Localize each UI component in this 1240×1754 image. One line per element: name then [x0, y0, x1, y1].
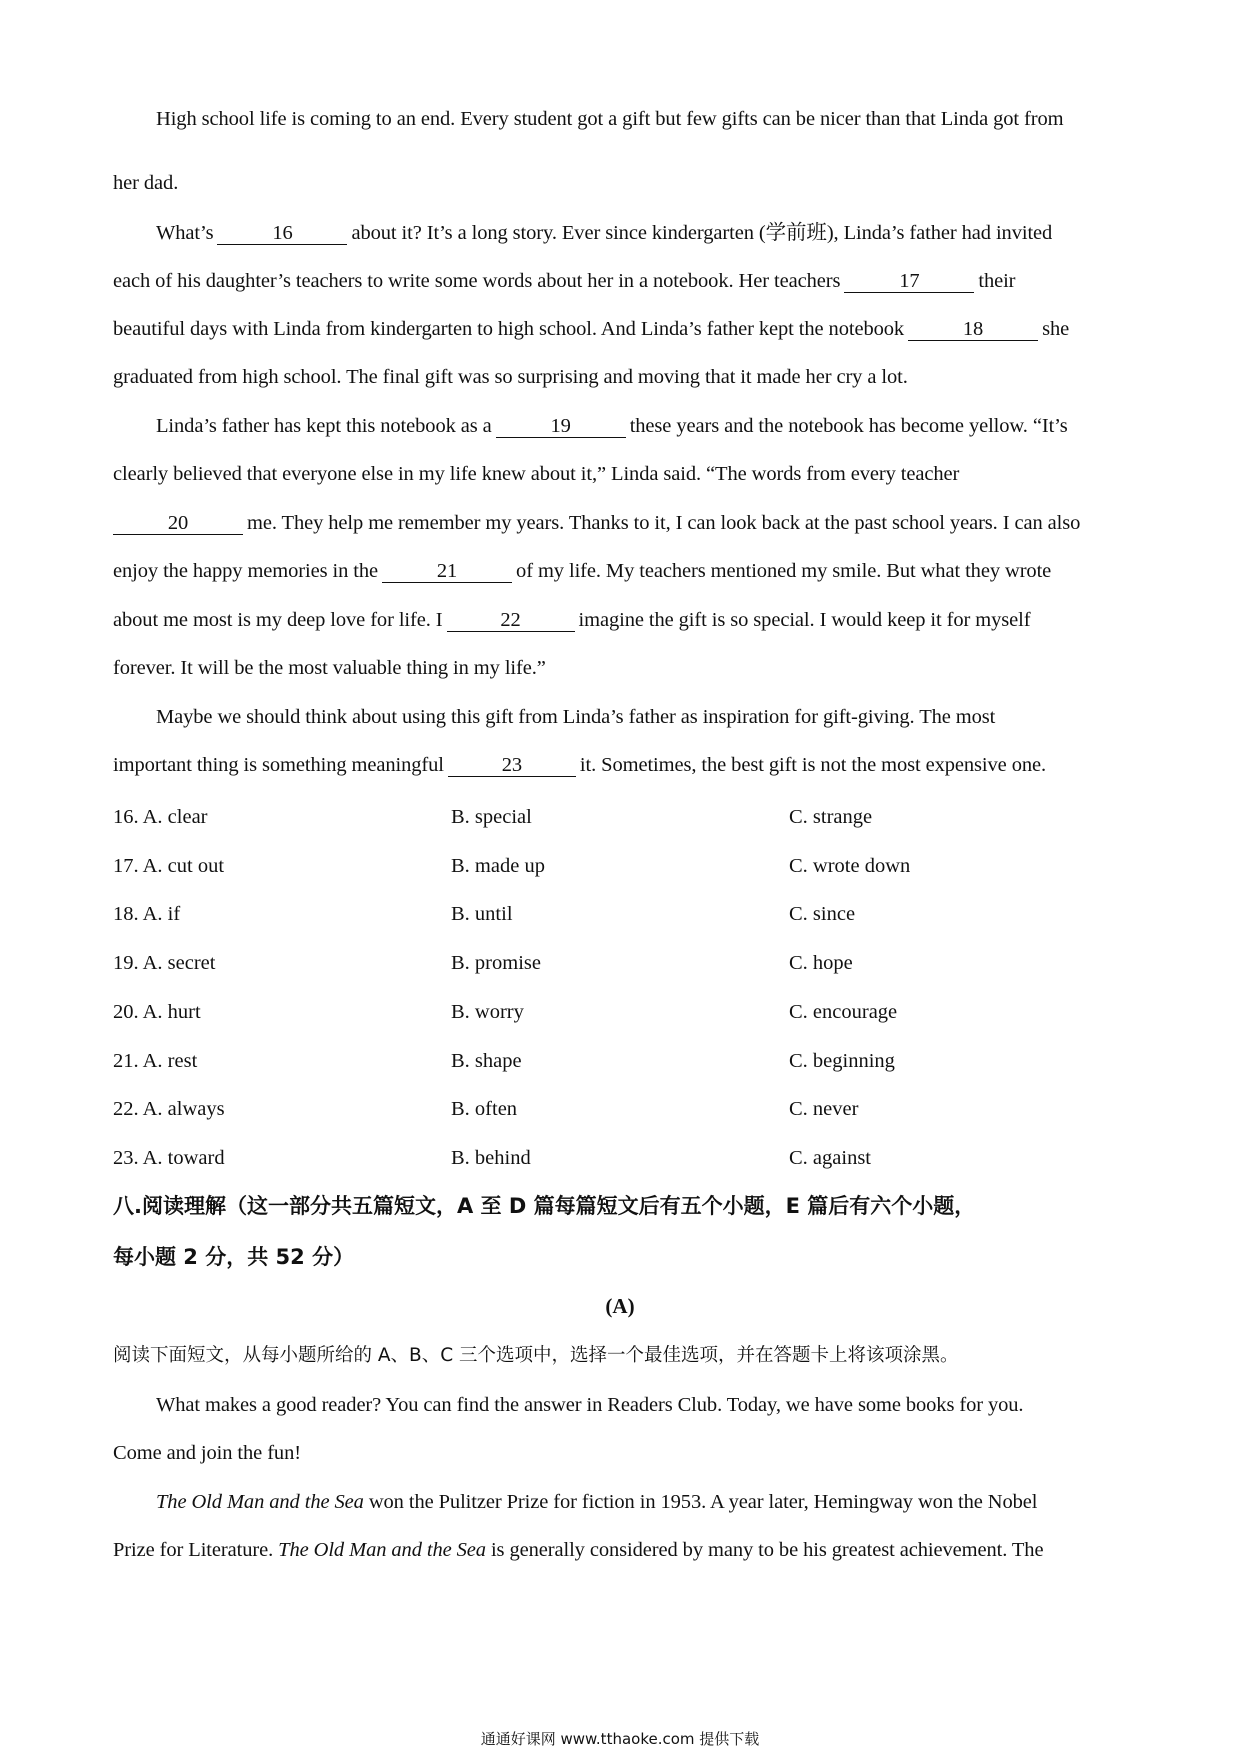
instruction-text: 阅读下面短文，从每小题所给的 A、B、C 三个选项中，选择一个最佳选项，并在答题卡上将该项涂黑。: [113, 1345, 959, 1366]
blank-23: 23: [448, 754, 576, 777]
passage-line: enjoy the happy memories in the 21 of my life. My teachers mentioned my smile. But what they wrote: [113, 560, 1052, 582]
option-c: C. never: [789, 1098, 859, 1120]
passage-line: graduated from high school. The final gift was so surprising and moving that it made her cry a lot.: [113, 366, 908, 388]
passage-line: about me most is my deep love for life. I 22 imagine the gift is so special. I would keep it for myself: [113, 609, 1031, 631]
blank-16: 16: [217, 222, 347, 245]
passage-line: Linda’s father has kept this notebook as a 19 these years and the notebook has become yellow. “It’s: [156, 415, 1068, 437]
option-b: B. often: [451, 1098, 518, 1120]
passage-line: beautiful days with Linda from kindergarten to high school. And Linda’s father kept the notebook 18 she: [113, 318, 1070, 340]
reading-line: The Old Man and the Sea won the Pulitzer Prize for fiction in 1953. A year later, Hemingway won the Nobel: [156, 1491, 1038, 1513]
option-c: C. strange: [789, 806, 873, 828]
option-c: C. beginning: [789, 1050, 895, 1072]
passage-line: each of his daughter’s teachers to write some words about her in a notebook. Her teachers 17 their: [113, 270, 1016, 292]
option-b: B. behind: [451, 1147, 531, 1169]
book-title: The Old Man and the Sea: [156, 1491, 364, 1513]
option-a: 16. A. clear: [113, 806, 208, 828]
option-c: C. wrote down: [789, 855, 911, 877]
blank-22: 22: [447, 609, 575, 632]
passage-line: High school life is coming to an end. Every student got a gift but few gifts can be nicer than that Linda got from: [156, 108, 1064, 130]
option-c: C. against: [789, 1147, 871, 1169]
option-b: B. shape: [451, 1050, 522, 1072]
reading-line: Prize for Literature. The Old Man and the Sea is generally considered by many to be his greatest achievement. The: [113, 1539, 1044, 1561]
option-b: B. worry: [451, 1001, 524, 1023]
blank-21: 21: [382, 560, 512, 583]
blank-18: 18: [908, 318, 1038, 341]
option-b: B. promise: [451, 952, 541, 974]
passage-line: forever. It will be the most valuable thing in my life.”: [113, 657, 546, 679]
blank-20: 20: [113, 512, 243, 535]
option-a: 22. A. always: [113, 1098, 225, 1120]
option-a: 18. A. if: [113, 903, 181, 925]
option-b: B. until: [451, 903, 513, 925]
option-c: C. encourage: [789, 1001, 898, 1023]
option-a: 21. A. rest: [113, 1050, 198, 1072]
book-title: The Old Man and the Sea: [278, 1539, 486, 1561]
option-b: B. special: [451, 806, 532, 828]
option-a: 19. A. secret: [113, 952, 216, 974]
passage-line: clearly believed that everyone else in my life knew about it,” Linda said. “The words from every teacher: [113, 463, 960, 485]
reading-line: Come and join the fun!: [113, 1442, 301, 1464]
section-heading: 八.阅读理解（这一部分共五篇短文，A 至 D 篇每篇短文后有五个小题，E 篇后有六个小题，: [113, 1194, 976, 1218]
blank-19: 19: [496, 415, 626, 438]
page-footer: 通通好课网 www.tthaoke.com 提供下载: [480, 1730, 760, 1748]
option-b: B. made up: [451, 855, 545, 877]
part-label: (A): [605, 1294, 635, 1318]
option-a: 23. A. toward: [113, 1147, 225, 1169]
passage-line: Maybe we should think about using this gift from Linda’s father as inspiration for gift-giving. The most: [156, 706, 996, 728]
option-c: C. since: [789, 903, 856, 925]
option-a: 20. A. hurt: [113, 1001, 201, 1023]
option-a: 17. A. cut out: [113, 855, 225, 877]
option-c: C. hope: [789, 952, 853, 974]
section-heading: 每小题 2 分，共 52 分）: [113, 1245, 355, 1269]
passage-line: 20 me. They help me remember my years. Thanks to it, I can look back at the past school years. I can also: [113, 508, 1133, 538]
blank-17: 17: [844, 270, 974, 293]
reading-line: What makes a good reader? You can find the answer in Readers Club. Today, we have some books for you.: [156, 1394, 1024, 1416]
passage-line: her dad.: [113, 172, 179, 194]
passage-line: important thing is something meaningful 23 it. Sometimes, the best gift is not the most expensive one.: [113, 754, 1047, 776]
passage-line: What’s 16 about it? It’s a long story. Ever since kindergarten (学前班), Linda’s father had invited: [156, 222, 1053, 244]
